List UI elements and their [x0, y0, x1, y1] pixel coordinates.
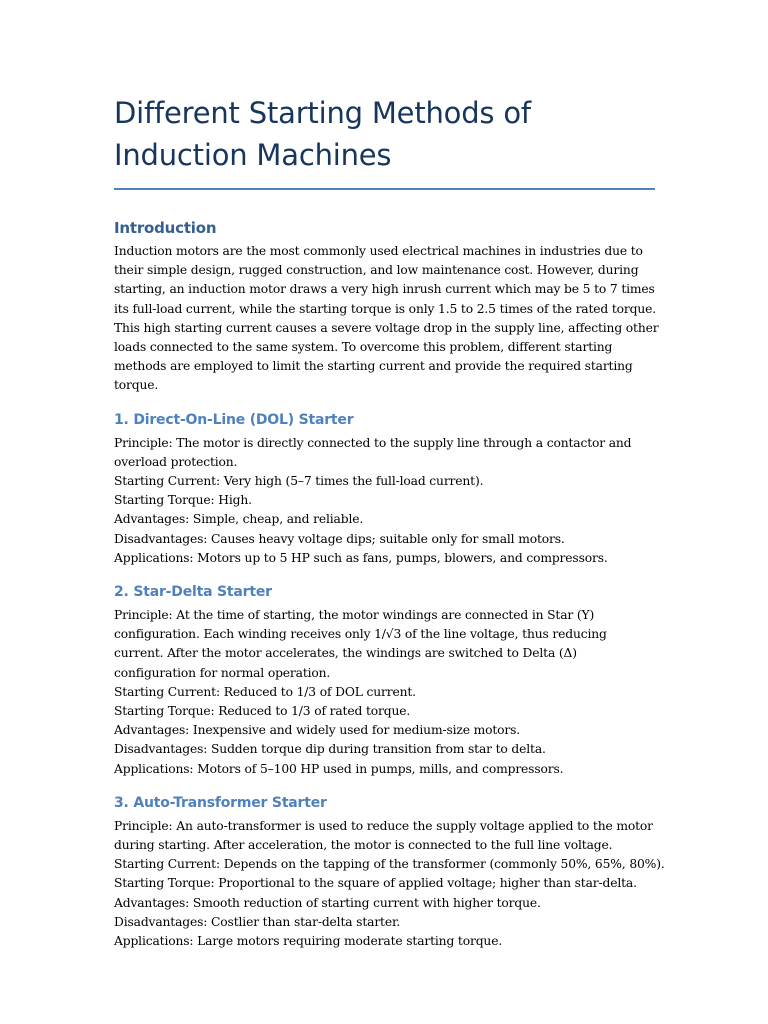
auto-transformer-starting-current: Starting Current: Depends on the tapping of the transformer (commonly 50%, 65%, 80%).: [114, 857, 665, 872]
dol-principle: Principle: The motor is directly connected to the supply line through a contactor and overload protection.: [114, 435, 632, 469]
star-delta-section: [114, 582, 768, 779]
introduction-heading: Introduction: [114, 219, 217, 237]
dol-starting-current: Starting Current: Very high (5–7 times the full-load current).: [114, 474, 484, 489]
dol-advantages: Advantages: Simple, cheap, and reliable.: [114, 512, 364, 527]
dol-starter-section: [114, 410, 768, 568]
auto-transformer-advantages: Advantages: Smooth reduction of starting current with higher torque.: [114, 895, 541, 910]
introduction-section: [114, 218, 768, 396]
auto-transformer-starting-torque: Starting Torque: Proportional to the square of applied voltage; higher than star-delta.: [114, 876, 637, 891]
auto-transformer-disadvantages: Disadvantages: Costlier than star-delta starter.: [114, 914, 401, 929]
auto-transformer-principle: Principle: An auto-transformer is used to reduce the supply voltage applied to the motor during starting. After acceleration, the motor is connected to the full line voltage.: [114, 818, 653, 853]
dol-starter-heading: 1. Direct-On-Line (DOL) Starter: [114, 411, 354, 428]
title-underline: [114, 188, 655, 190]
star-delta-disadvantages: Disadvantages: Sudden torque dip during transition from star to delta.: [114, 742, 546, 757]
star-delta-starting-current: Starting Current: Reduced to 1/3 of DOL current.: [114, 684, 416, 699]
auto-transformer-section: [114, 793, 768, 951]
star-delta-applications: Applications: Motors of 5–100 HP used in pumps, mills, and compressors.: [114, 761, 564, 776]
star-delta-starting-torque: Starting Torque: Reduced to 1/3 of rated torque.: [114, 704, 411, 719]
document-title: Different Starting Methods of Induction Machines: [114, 96, 531, 172]
introduction-paragraph: Induction motors are the most commonly used electrical machines in industries due to their simple design, rugged construction, and low maintenance cost. However, during starting, an induction motor draws a very high inrush current which may be 5 to 7 times its full-load current, while the starting torque is only 1.5 to 2.5 times of the rated torque. This high starting current causes a severe voltage drop in the supply line, affecting other loads connected to the same system. To overcome this problem, different starting methods are employed to limit the starting current and provide the required starting torque.: [114, 244, 659, 393]
auto-transformer-heading: 3. Auto-Transformer Starter: [114, 794, 327, 811]
auto-transformer-applications: Applications: Large motors requiring moderate starting torque.: [114, 934, 503, 949]
dol-applications: Applications: Motors up to 5 HP such as fans, pumps, blowers, and compressors.: [114, 550, 608, 565]
dol-disadvantages: Disadvantages: Causes heavy voltage dips; suitable only for small motors.: [114, 531, 565, 546]
star-delta-heading: 2. Star-Delta Starter: [114, 584, 272, 601]
star-delta-advantages: Advantages: Inexpensive and widely used for medium-size motors.: [114, 723, 521, 738]
dol-starting-torque: Starting Torque: High.: [114, 493, 252, 508]
star-delta-principle: Principle: At the time of starting, the motor windings are connected in Star (Y) configuration. Each winding receives only 1/√3 of the line voltage, thus reducing current. After the motor accelerates, the windings are switched to Delta (Δ) configuration for normal operation.: [114, 608, 607, 680]
